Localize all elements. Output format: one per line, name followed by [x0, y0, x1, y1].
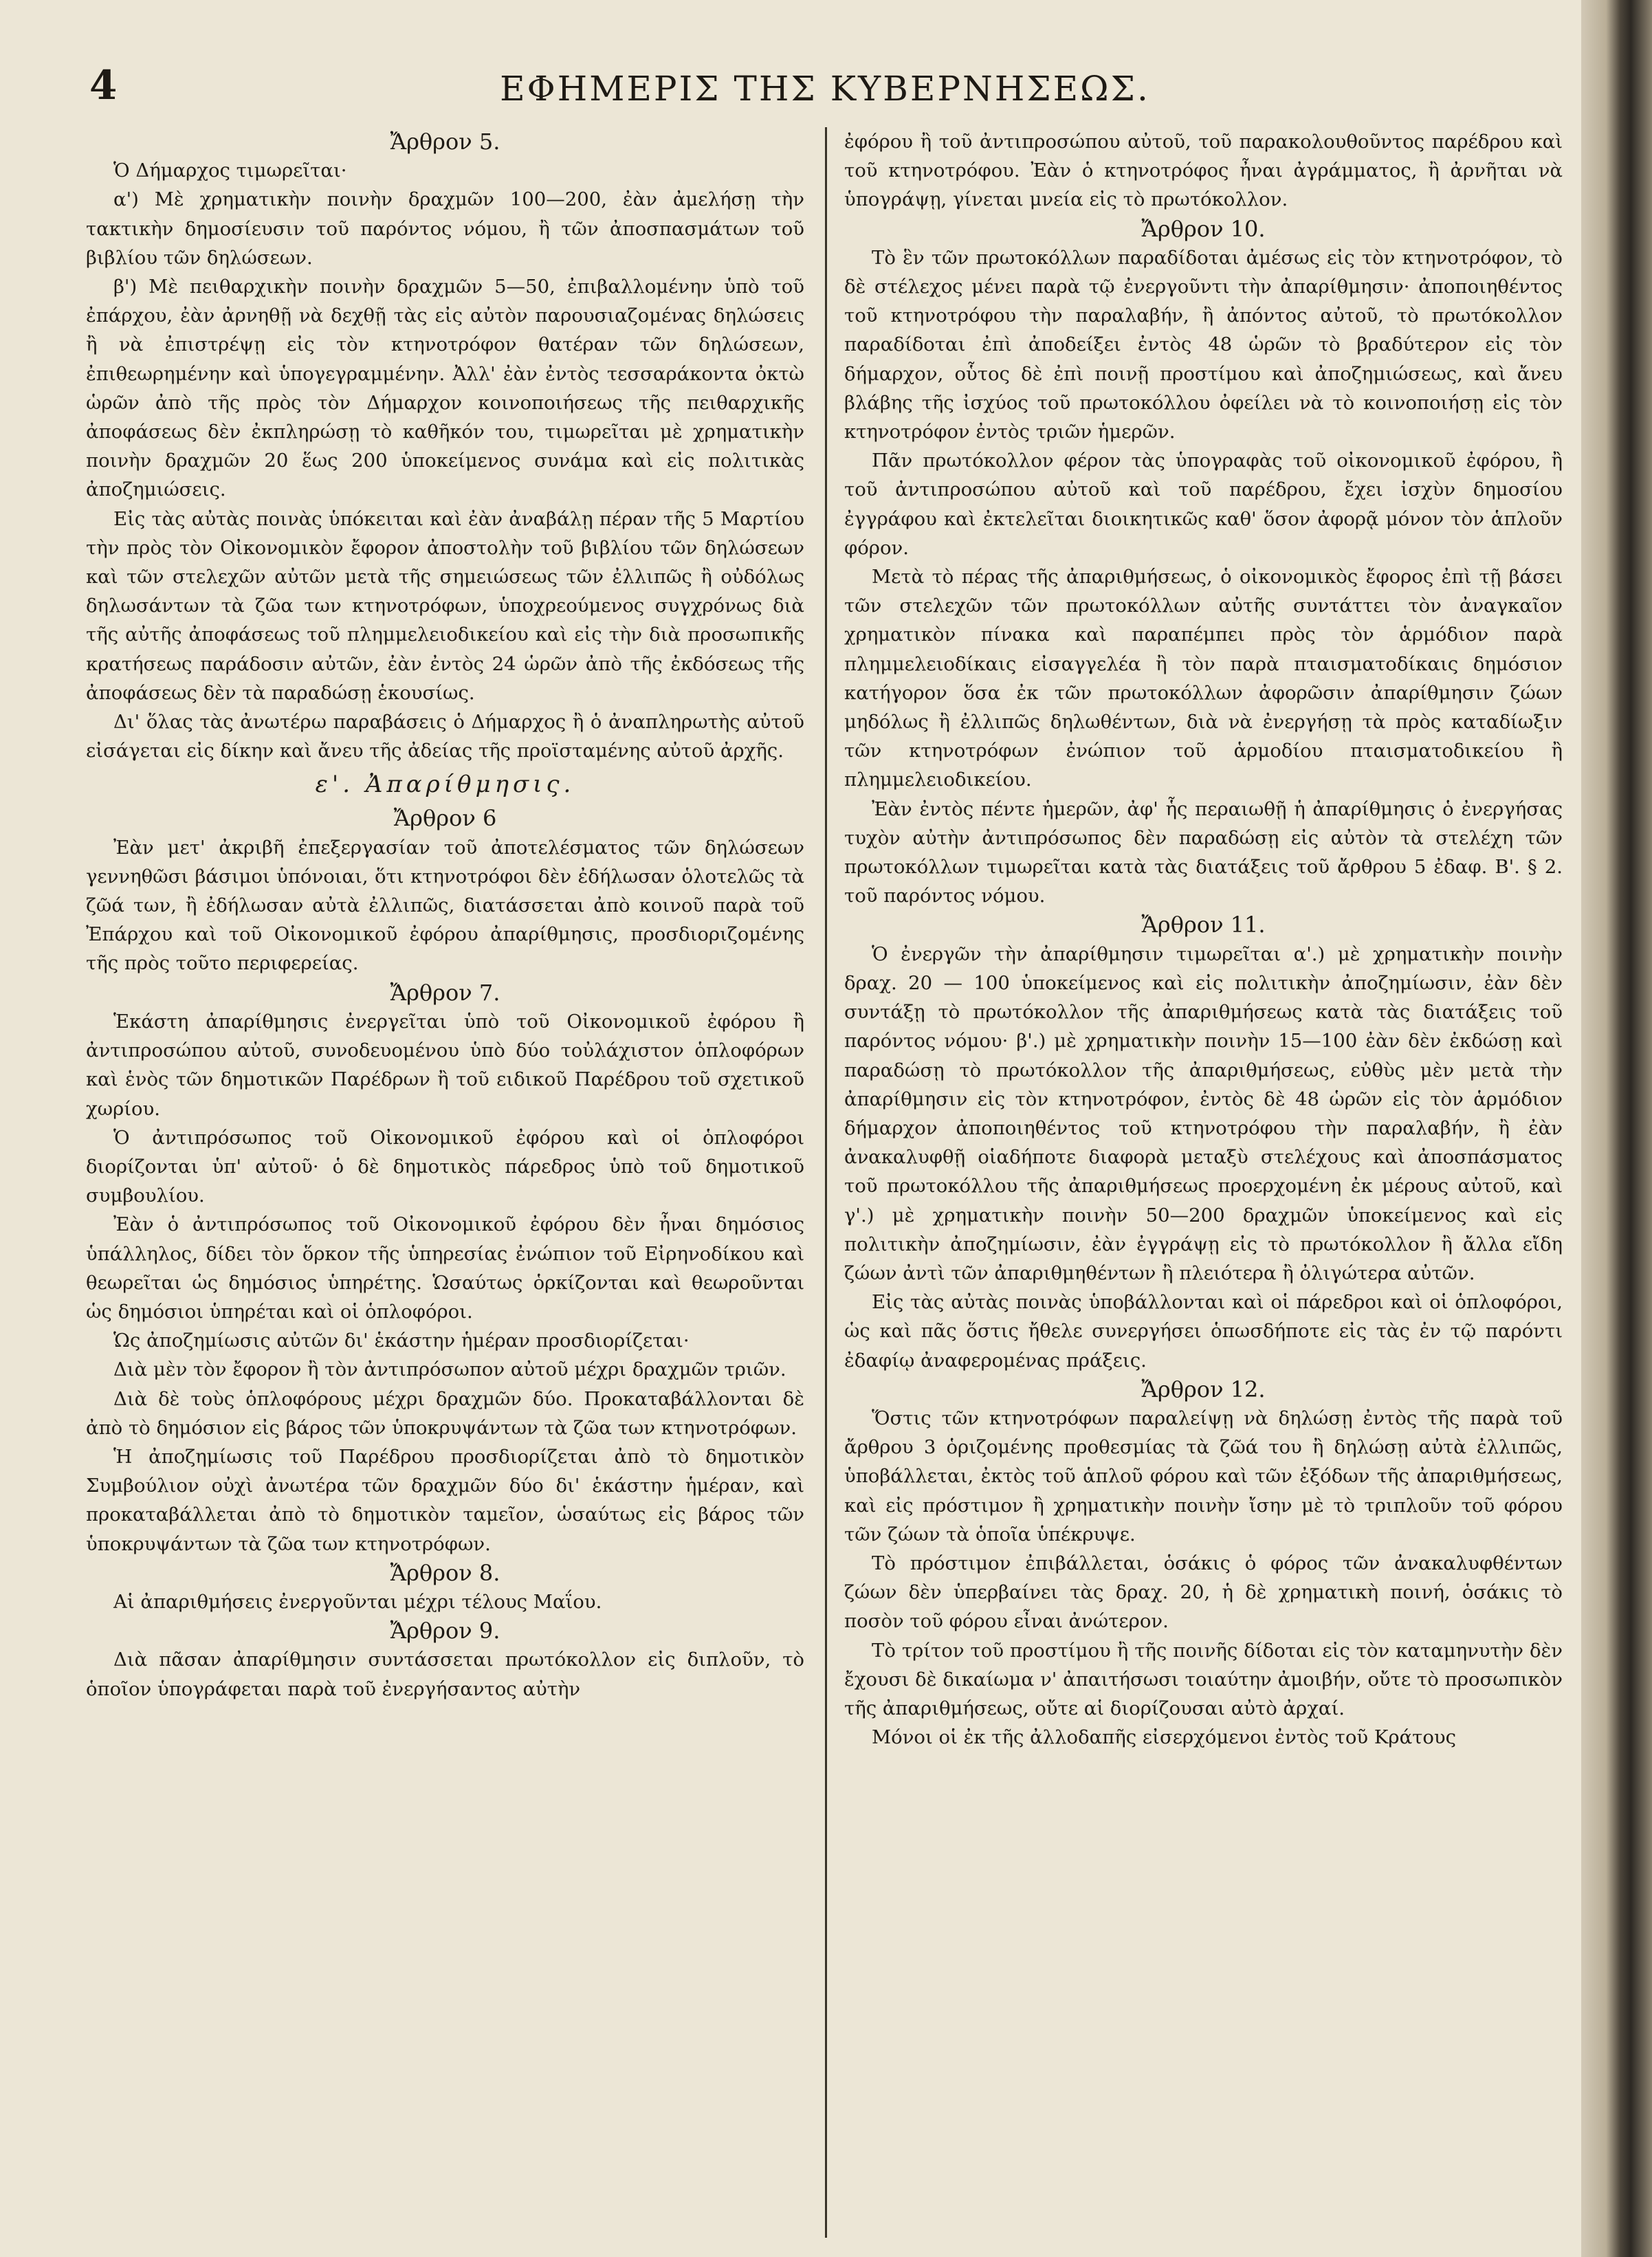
article-10-paragraph: Ἐὰν ἐντὸς πέντε ἡμερῶν, ἀφ' ἧς περαιωθῇ ἡ ἀπαρίθμησις ὁ ἐνεργήσας τυχὸν αὐτὴν ἀντιπρόσωπος δὲν παραδώσῃ εἰς αὐτὸν τὰ στελέχη τῶν πρωτοκόλλων τιμωρεῖται κατὰ τὰς διατάξεις τοῦ ἄρθρου 5 ἐδαφ. Β'. § 2. τοῦ παρόντος νόμου. — [844, 797, 1563, 907]
article-11-paragraph: Εἰς τὰς αὐτὰς ποινὰς ὑποβάλλονται καὶ οἱ πάρεδροι καὶ οἱ ὁπλοφόροι, ὡς καὶ πᾶς ὅστις ἤθελε συνεργήσει ὁπωσδήποτε εἰς τὰς ἐν τῷ παρόντι ἐδαφίῳ ἀναφερομένας πράξεις. — [844, 1291, 1563, 1372]
article-12-paragraph: Ὅστις τῶν κτηνοτρόφων παραλείψῃ νὰ δηλώσῃ ἐντὸς τῆς παρὰ τοῦ ἄρθρου 3 ὁριζομένης προθεσμίας τὰ ζῶά του ἢ δηλώσῃ αὐτὰ ἐλλιπῶς, ὑποβάλλεται, ἐκτὸς τοῦ ἁπλοῦ φόρου καὶ τῶν ἐξόδων τῆς ἀπαριθμήσεως, καὶ εἰς πρόστιμον ἢ χρηματικὴν ποινὴν ἴσην μὲ τὸ τριπλοῦν τοῦ φόρου τῶν ζώων τὰ ὁποῖα ὑπέκρυψε. — [844, 1407, 1563, 1545]
section-heading: ε'. Ἀπαρίθμησις. — [315, 771, 575, 799]
article-12-heading: Ἄρθρον 12. — [1141, 1376, 1266, 1402]
article-9-heading: Ἄρθρον 9. — [390, 1618, 500, 1644]
right-column — [844, 127, 1563, 2245]
article-8-paragraph: Αἱ ἀπαριθμήσεις ἐνεργοῦνται μέχρι τέλους Μαΐου. — [113, 1590, 602, 1613]
article-10-heading: Ἄρθρον 10. — [1141, 215, 1266, 242]
article-7-paragraph: Ἐὰν ὁ ἀντιπρόσωπος τοῦ Οἰκονομικοῦ ἐφόρου δὲν ἦναι δημόσιος ὑπάλληλος, δίδει τὸν ὅρκον τῆς ὑπηρεσίας ἐνώπιον τοῦ Εἰρηνοδίκου καὶ θεωρεῖται ὡς δημόσιος ὑπηρέτης. Ὡσαύτως ὁρκίζονται καὶ θεωροῦνται ὡς δημόσιοι ὑπηρέται καὶ οἱ ὁπλοφόροι. — [86, 1213, 804, 1323]
article-8-heading: Ἄρθρον 8. — [390, 1559, 500, 1586]
article-11-heading: Ἄρθρον 11. — [1141, 912, 1266, 938]
article-7-paragraph: Ἑκάστη ἀπαρίθμησις ἐνεργεῖται ὑπὸ τοῦ Οἰκονομικοῦ ἐφόρου ἢ ἀντιπροσώπου αὐτοῦ, συνοδευομένου ὑπὸ δύο τοὐλάχιστον ὁπλοφόρων καὶ ἑνὸς τῶν δημοτικῶν Παρέδρων ἢ τοῦ ειδικοῦ Παρέδρου τοῦ σχετικοῦ χωρίου. — [86, 1010, 804, 1120]
article-10-paragraph: Τὸ ἓν τῶν πρωτοκόλλων παραδίδοται ἀμέσως εἰς τὸν κτηνοτρόφον, τὸ δὲ στέλεχος μένει παρὰ τῷ ἐνεργοῦντι τὴν ἀπαρίθμησιν· ἀποποιηθέντος τοῦ κτηνοτρόφου τὴν παραλαβήν, ἢ ἀπόντος αὐτοῦ, τὸ πρωτόκολλον παραδίδοται ἐπὶ ἀποδείξει ἐντὸς 48 ὡρῶν τὸ βραδύτερον εἰς τὸν δήμαρχον, οὗτος δὲ ἐπὶ ποινῇ προστίμου καὶ ἀποζημιώσεως, καὶ ἄνευ βλάβης τῆς ἰσχύος τοῦ πρωτοκόλλου ὀφείλει νὰ τὸ κοινοποιήσῃ εἰς τὸν κτηνοτρόφον ἐντὸς τριῶν ἡμερῶν. — [844, 246, 1563, 443]
article-7-paragraph: Διὰ δὲ τοὺς ὁπλοφόρους μέχρι δραχμῶν δύο. Προκαταβάλλονται δὲ ἀπὸ τὸ δημόσιον εἰς βάρος τῶν ὑποκρυψάντων τὰ ζῶα των κτηνοτρόφων. — [86, 1387, 804, 1439]
article-7-paragraph: Ὡς ἀποζημίωσις αὐτῶν δι' ἑκάστην ἡμέραν προσδιορίζεται· — [113, 1330, 690, 1352]
article-7-paragraph: Ἡ ἀποζημίωσις τοῦ Παρέδρου προσδιορίζεται ἀπὸ τὸ δημοτικὸν Συμβούλιον οὐχὶ ἀνωτέρα τῶν δραχμῶν δύο δι' ἑκάστην ἡμέραν, καὶ προκαταβάλλεται ἀπὸ τὸ δημοτικὸν ταμεῖον, ὡσαύτως εἰς βάρος τῶν ὑποκρυψάντων τὰ ζῶα των κτηνοτρόφων. — [86, 1445, 804, 1555]
article-7-paragraph: Ὁ ἀντιπρόσωπος τοῦ Οἰκονομικοῦ ἐφόρου καὶ οἱ ὁπλοφόροι διορίζονται ὑπ' αὐτοῦ· ὁ δὲ δημοτικὸς πάρεδρος ὑπὸ τοῦ δημοτικοῦ συμβουλίου. — [86, 1126, 804, 1207]
left-column — [86, 127, 804, 2245]
article-7-heading: Ἄρθρον 7. — [390, 979, 500, 1006]
article-5-paragraph: α') Μὲ χρηματικὴν ποινὴν δραχμῶν 100—200, ἐὰν ἀμελήσῃ τὴν τακτικὴν δημοσίευσιν τοῦ παρόντος νόμου, ἢ τῶν ἀποσπασμάτων τοῦ βιβλίου τῶν δηλώσεων. — [86, 188, 804, 269]
article-10-paragraph: Πᾶν πρωτόκολλον φέρον τὰς ὑπογραφὰς τοῦ οἰκονομικοῦ ἐφόρου, ἢ τοῦ ἀντιπροσώπου αὐτοῦ καὶ τοῦ παρέδρου, ἔχει ἰσχὺν δημοσίου ἐγγράφου καὶ ἐκτελεῖται διοικητικῶς καθ' ὅσον ἀφορᾷ μόνον τὸν ἁπλοῦν φόρον. — [844, 450, 1563, 559]
article-6-heading: Ἄρθρον 6 — [393, 805, 497, 832]
article-5-paragraph: β') Μὲ πειθαρχικὴν ποινὴν δραχμῶν 5—50, ἐπιβαλλομένην ὑπὸ τοῦ ἐπάρχου, ἐὰν ἀρνηθῇ νὰ δεχθῇ τὰς εἰς αὐτὸν παρουσιαζομένας δηλώσεις ἢ νὰ ἐπιστρέψῃ εἰς τὸν κτηνοτρόφον θατέραν τῶν δηλώσεων, ἐπιθεωρημένην καὶ ὑπογεγραμμένην. Ἀλλ' ἐὰν ἐντὸς τεσσαράκοντα ὀκτὼ ὡρῶν ἀπὸ τῆς πρὸς τὸν Δήμαρχον κοινοποιήσεως τῆς πειθαρχικῆς ἀποφάσεως δὲν ἐκπληρώσῃ τὸ καθῆκόν του, τιμωρεῖται μὲ χρηματικὴν ποινὴν δραχμῶν 20 ἕως 200 ὑποκείμενος συνάμα καὶ εἰς πολιτικὰς ἀποζημιώσεις. — [86, 276, 804, 501]
article-12-paragraph: Τὸ τρίτον τοῦ προστίμου ἢ τῆς ποινῆς δίδοται εἰς τὸν καταμηνυτὴν δὲν ἔχουσι δὲ δικαίωμα ν' ἀπαιτήσωσι τοιαύτην ἀμοιβήν, οὔτε τὸ προσωπικὸν τῆς ἀπαριθμήσεως, οὔτε αἱ διορίζουσαι αὐτὸ ἀρχαί. — [844, 1639, 1563, 1719]
article-6-paragraph: Ἐὰν μετ' ἀκριβῆ ἐπεξεργασίαν τοῦ ἀποτελέσματος τῶν δηλώσεων γεννηθῶσι βάσιμοι ὑπόνοιαι, ὅτι κτηνοτρόφοι δὲν ἐδήλωσαν ὁλοτελῶς τὰ ζῶά των, ἢ ἐδήλωσαν αὐτὰ ἐλλιπῶς, διατάσσεται ἀπὸ κοινοῦ παρὰ τοῦ Ἐπάρχου καὶ τοῦ Οἰκονομικοῦ ἐφόρου ἀπαρίθμησις, προσδιοριζομένης τῆς πρὸς τοῦτο περιφερείας. — [86, 836, 804, 975]
article-5-paragraph: Εἰς τὰς αὐτὰς ποινὰς ὑπόκειται καὶ ἐὰν ἀναβάλῃ πέραν τῆς 5 Μαρτίου τὴν πρὸς τὸν Οἰκονομικὸν ἔφορον ἀποστολὴν τοῦ βιβλίου τῶν δηλώσεων καὶ τῶν στελεχῶν αὐτῶν μετὰ τῆς σημειώσεως τῶν ἐλλιπῶς ἢ οὐδόλως δηλωσάντων τὰ ζῶα των κτηνοτρόφων, ὑποχρεούμενος συγχρόνως διὰ τῆς αὐτῆς ἀποφάσεως τοῦ πλημμελειοδικείου καὶ εἰς τὴν διὰ προσωπικῆς κρατήσεως παράδοσιν αὐτῶν, ἐὰν ἐντὸς 24 ὡρῶν ἀπὸ τῆς ἐκδόσεως τῆς ἀποφάσεως δὲν τὰ παραδώσῃ ἑκουσίως. — [86, 507, 804, 704]
article-7-paragraph: Διὰ μὲν τὸν ἔφορον ἢ τὸν ἀντιπρόσωπον αὐτοῦ μέχρι δραχμῶν τριῶν. — [113, 1358, 786, 1381]
column-divider — [825, 127, 827, 2238]
article-10-paragraph: Μετὰ τὸ πέρας τῆς ἀπαριθμήσεως, ὁ οἰκονομικὸς ἔφορος ἐπὶ τῇ βάσει τῶν στελεχῶν τῶν πρωτοκόλλων αὐτῆς συντάττει τὸν ἀναγκαῖον χρηματικὸν πίνακα καὶ παραπέμπει πρὸς τὸν ἁρμόδιον παρὰ πλημμελειοδίκαις εἰσαγγελέα ἢ τὸν παρὰ πταισματοδίκαις δημόσιον κατήγορον ὅσα ἐκ τῶν πρωτοκόλλων ἀφορῶσιν ἀπαρίθμησιν ζώων μηδόλως ἢ ἐλλιπῶς δηλωθέντων, διὰ νὰ ἐνεργήσῃ τὰ πρὸς καταδίωξιν τῶν κτηνοτρόφων ἐνώπιον τοῦ ἁρμοδίου πταισματοδικείου ἢ πλημμελειοδικείου. — [844, 566, 1563, 791]
article-9-continuation: ἐφόρου ἢ τοῦ ἀντιπροσώπου αὐτοῦ, τοῦ παρακολουθοῦντος παρέδρου καὶ τοῦ κτηνοτρόφου. Ἐὰν ὁ κτηνοτρόφος ἦναι ἀγράμματος, ἢ ἀρνῆται νὰ ὑπογράψῃ, γίνεται μνεία εἰς τὸ πρωτόκολλον. — [844, 131, 1563, 211]
running-head-title: ΕΦΗΜΕΡΙΣ ΤΗΣ ΚΥΒΕΡΝΗΣΕΩΣ. — [500, 69, 1150, 109]
article-12-paragraph: Τὸ πρόστιμον ἐπιβάλλεται, ὁσάκις ὁ φόρος τῶν ἀνακαλυφθέντων ζώων δὲν ὑπερβαίνει τὰς δραχ. 20, ἡ δὲ χρηματικὴ ποινή, ὁσάκις τὸ ποσὸν τοῦ φόρου εἶναι ἀνώτερον. — [844, 1552, 1563, 1633]
page-number: 4 — [89, 62, 118, 109]
article-5-paragraph: Δι' ὅλας τὰς ἀνωτέρω παραβάσεις ὁ Δήμαρχος ἢ ὁ ἀναπληρωτὴς αὐτοῦ εἰσάγεται εἰς δίκην καὶ ἄνευ τῆς ἀδείας τῆς προϊσταμένης αὐτοῦ ἀρχῆς. — [86, 711, 804, 762]
article-12-paragraph: Μόνοι οἱ ἐκ τῆς ἀλλοδαπῆς εἰσερχόμενοι ἐντὸς τοῦ Κράτους — [872, 1726, 1457, 1749]
article-11-paragraph: Ὁ ἐνεργῶν τὴν ἀπαρίθμησιν τιμωρεῖται α'.) μὲ χρηματικὴν ποινὴν δραχ. 20 — 100 ὑποκείμενος καὶ εἰς πολιτικὴν ἀποζημίωσιν, ἐὰν δὲν συντάξῃ τὸ πρωτόκολλον τῆς ἀπαριθμήσεως κατὰ τὰς διατάξεις τοῦ παρόντος νόμου· β'.) μὲ χρηματικὴν ποινὴν 15—100 ἐὰν δὲν ἐκδώσῃ καὶ παραδώσῃ τὸ πρωτόκολλον τῆς ἀπαριθμήσεως, εὐθὺς μὲν μετὰ τὴν ἀπαρίθμησιν εἰς τὸν κτηνοτρόφον, ἐντὸς δὲ 48 ὡρῶν εἰς τὸν ἁρμόδιον δήμαρχον ἀποποιηθέντος τοῦ κτηνοτρόφου τὴν παραλαβήν, ἢ ἐὰν ἀνακαλυφθῇ οἱαδήποτε διαφορὰ μεταξὺ στελέχους καὶ ἀποσπάσματος τοῦ πρωτοκόλλου τῆς ἀπαριθμήσεως προερχομένη ἐκ μέρους αὐτοῦ, καὶ γ'.) μὲ χρηματικὴν ποινὴν 50—200 δραχμῶν ὑποκείμενος καὶ εἰς πολιτικὴν ἀποζημίωσιν, ἐὰν ἐγγράψῃ εἰς τὸ πρωτόκολλον ἢ ἄλλα εἴδη ζώων ἀντὶ τῶν ἀπαριθμηθέντων ἢ πλειότερα ἢ ὀλιγώτερα αὐτῶν. — [844, 943, 1563, 1284]
article-5-paragraph: Ὁ Δήμαρχος τιμωρεῖται· — [113, 159, 347, 182]
book-binding-edge — [1581, 0, 1652, 2257]
article-5-heading: Ἄρθρον 5. — [390, 129, 500, 155]
article-9-paragraph: Διὰ πᾶσαν ἀπαρίθμησιν συντάσσεται πρωτόκολλον εἰς διπλοῦν, τὸ ὁποῖον ὑπογράφεται παρὰ τοῦ ἐνεργήσαντος αὐτὴν — [86, 1649, 804, 1700]
